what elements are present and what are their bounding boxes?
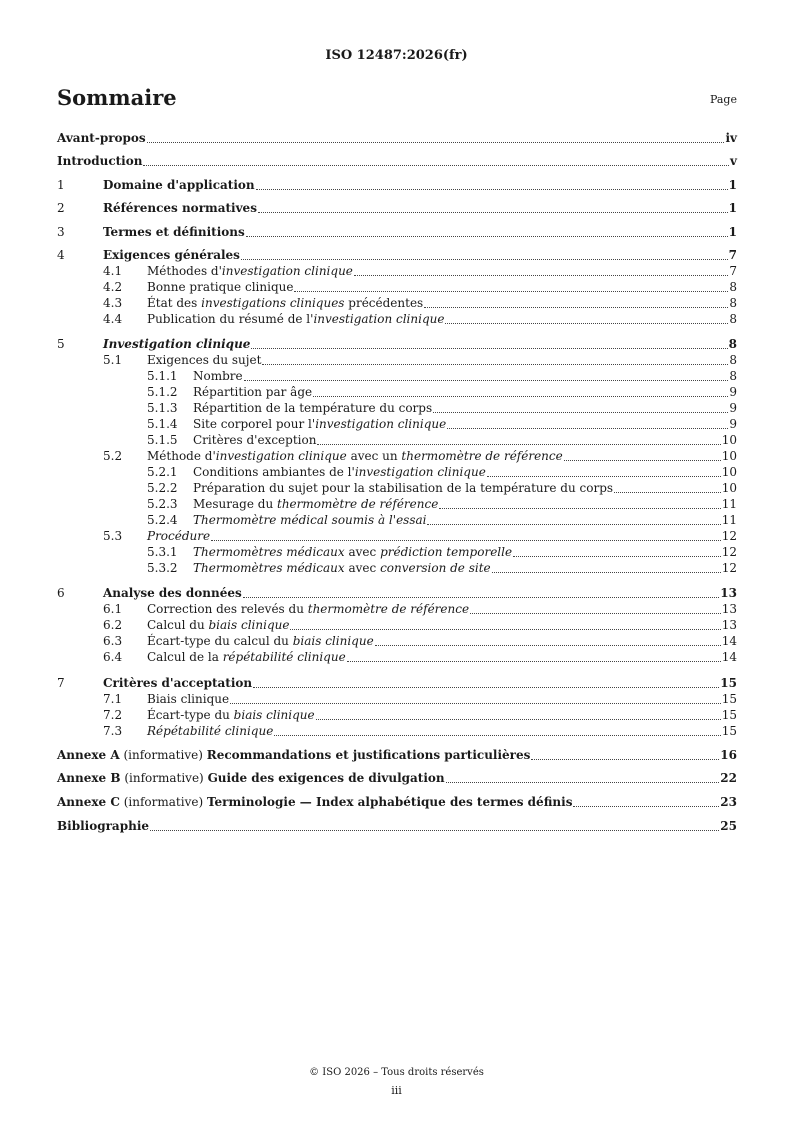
toc-entry-page: 16 — [720, 748, 737, 762]
toc-entry-title: Publication du résumé de l'investigation clinique — [147, 312, 445, 326]
footer-page-number: iii — [391, 1084, 402, 1097]
toc-leader-dots — [253, 687, 719, 688]
toc-leader-dots — [317, 444, 720, 445]
toc-entry-page: 14 — [721, 650, 737, 664]
toc-entry-title: Avant-propos — [57, 131, 146, 145]
toc-leader-dots — [531, 759, 719, 760]
toc-leader-dots — [150, 830, 719, 831]
toc-entry[interactable] — [57, 224, 737, 240]
toc-leader-dots — [445, 323, 728, 324]
toc-leader-dots — [147, 142, 725, 143]
toc-entry-title: Mesurage du thermomètre de référence — [193, 497, 439, 511]
toc-entry-page: 22 — [720, 771, 737, 785]
toc-entry-page: 1 — [728, 201, 737, 215]
toc-entry-number: 4.4 — [103, 312, 123, 326]
toc-entry-page: 1 — [728, 225, 737, 239]
toc-entry-page: 9 — [729, 401, 737, 415]
toc-entry-page: 12 — [721, 561, 737, 575]
toc-entry-title: Références normatives — [103, 201, 257, 215]
toc-entry[interactable] — [57, 496, 737, 512]
toc-entry[interactable] — [57, 200, 737, 216]
toc-entry[interactable] — [57, 585, 737, 601]
toc-entry-page: 13 — [720, 586, 737, 600]
toc-entry-number: 5.2.4 — [147, 513, 178, 527]
toc-entry[interactable] — [57, 130, 737, 146]
toc-entry-number: 7.3 — [103, 724, 123, 738]
toc-entry-title: Préparation du sujet pour la stabilisation de la température du corps — [193, 481, 614, 495]
toc-entry-number: 7.2 — [103, 708, 123, 722]
toc-entry-page: 1 — [728, 178, 737, 192]
toc-entry-page: 11 — [721, 497, 737, 511]
toc-entry-number: 5.1.2 — [147, 385, 178, 399]
toc-leader-dots — [354, 275, 728, 276]
toc-entry-title: Bonne pratique clinique — [147, 280, 294, 294]
toc-leader-dots — [470, 613, 721, 614]
toc-entry-page: 9 — [729, 385, 737, 399]
toc-entry[interactable] — [57, 512, 737, 528]
toc-entry-title: Termes et définitions — [103, 225, 245, 239]
toc-leader-dots — [424, 307, 728, 308]
toc-leader-dots — [230, 703, 721, 704]
toc-entry-page: 7 — [728, 248, 737, 262]
toc-entry-title: Exigences générales — [103, 248, 240, 262]
toc-entry-page: 9 — [729, 417, 737, 431]
toc-entry[interactable] — [57, 691, 737, 707]
toc-entry-title: Annexe A (informative) Recommandations et justifications particulières — [57, 748, 531, 762]
toc-leader-dots — [211, 540, 721, 541]
toc-entry-number: 4.3 — [103, 296, 123, 310]
toc-leader-dots — [274, 735, 720, 736]
document-header: ISO 12487:2026(fr) — [325, 48, 468, 63]
toc-entry-page: 25 — [720, 819, 737, 833]
toc-leader-dots — [262, 364, 728, 365]
toc-leader-dots — [244, 380, 729, 381]
toc-leader-dots — [294, 291, 728, 292]
toc-entry[interactable] — [57, 263, 737, 279]
toc-entry-title: Exigences du sujet — [147, 353, 262, 367]
toc-entry-number: 5.3.2 — [147, 561, 178, 575]
toc-entry-title: Annexe C (informative) Terminologie — Index alphabétique des termes définis — [57, 795, 573, 809]
toc-entry-page: 10 — [721, 465, 737, 479]
page-title: Sommaire — [57, 85, 177, 110]
toc-entry[interactable] — [57, 770, 737, 786]
toc-entry-page: 8 — [729, 312, 737, 326]
toc-leader-dots — [573, 806, 719, 807]
toc-entry[interactable] — [57, 723, 737, 739]
toc-entry-page: 8 — [729, 280, 737, 294]
toc-entry-number: 5.1.1 — [147, 369, 178, 383]
toc-entry-number: 5.3.1 — [147, 545, 178, 559]
toc-leader-dots — [290, 629, 720, 630]
toc-entry[interactable] — [57, 416, 737, 432]
toc-entry[interactable] — [57, 528, 737, 544]
toc-entry[interactable] — [57, 153, 737, 169]
toc-entry-page: 15 — [720, 676, 737, 690]
toc-entry-title: Conditions ambiantes de l'investigation clinique — [193, 465, 486, 479]
toc-entry-number: 5.2 — [103, 449, 123, 463]
toc-leader-dots — [487, 476, 721, 477]
toc-leader-dots — [492, 572, 721, 573]
toc-entry-title: Analyse des données — [103, 586, 242, 600]
toc-entry-title: État des investigations cliniques précédentes — [147, 296, 424, 310]
toc-leader-dots — [246, 236, 728, 237]
toc-leader-dots — [258, 212, 728, 213]
toc-entry-number: 5.2.2 — [147, 481, 178, 495]
toc-entry-title: Répartition par âge — [193, 385, 313, 399]
toc-leader-dots — [313, 396, 728, 397]
toc-entry-number: 5.2.1 — [147, 465, 178, 479]
toc-leader-dots — [143, 165, 729, 166]
toc-entry-page: 7 — [729, 264, 737, 278]
toc-entry-title: Biais clinique — [147, 692, 230, 706]
toc-entry-page: 10 — [721, 481, 737, 495]
toc-entry-title: Procédure — [147, 529, 211, 543]
toc-entry-title: Domaine d'application — [103, 178, 255, 192]
toc-leader-dots — [513, 556, 721, 557]
toc-entry-title: Répétabilité clinique — [147, 724, 274, 738]
toc-entry-page: 10 — [721, 449, 737, 463]
toc-entry[interactable] — [57, 352, 737, 368]
toc-entry-number: 5.1.3 — [147, 401, 178, 415]
toc-entry-title: Investigation clinique — [103, 337, 251, 351]
page-column-label: Page — [709, 93, 737, 106]
toc-entry[interactable] — [57, 448, 737, 464]
toc-entry-title: Thermomètres médicaux avec prédiction temporelle — [193, 545, 513, 559]
toc-leader-dots — [446, 782, 720, 783]
toc-entry-page: 15 — [721, 708, 737, 722]
toc-entry[interactable] — [57, 818, 737, 834]
toc-entry-page: 15 — [721, 692, 737, 706]
toc-entry-title: Méthode d'investigation clinique avec un thermomètre de référence — [147, 449, 563, 463]
toc-leader-dots — [433, 412, 728, 413]
toc-entry[interactable] — [57, 747, 737, 763]
toc-entry-page: iv — [725, 131, 737, 145]
toc-entry-page: 13 — [721, 602, 737, 616]
toc-entry[interactable] — [57, 601, 737, 617]
toc-leader-dots — [439, 508, 720, 509]
toc-entry-page: 12 — [721, 545, 737, 559]
toc-entry[interactable] — [57, 368, 737, 384]
toc-entry[interactable] — [57, 617, 737, 633]
toc-leader-dots — [564, 460, 721, 461]
toc-entry-page: 13 — [721, 618, 737, 632]
toc-entry-title: Annexe B (informative) Guide des exigences de divulgation — [57, 771, 445, 785]
toc-entry-number: 4 — [57, 248, 65, 262]
toc-entry-title: Correction des relevés du thermomètre de référence — [147, 602, 470, 616]
toc-leader-dots — [447, 428, 728, 429]
toc-entry-number: 5.1.5 — [147, 433, 178, 447]
toc-leader-dots — [256, 189, 728, 190]
toc-entry-title: Thermomètre médical soumis à l'essai — [193, 513, 427, 527]
toc-entry[interactable] — [57, 544, 737, 560]
toc-entry-title: Méthodes d'investigation clinique — [147, 264, 353, 278]
toc-entry-number: 2 — [57, 201, 65, 215]
toc-entry-page: 11 — [721, 513, 737, 527]
toc-entry[interactable] — [57, 480, 737, 496]
toc-entry-number: 6.1 — [103, 602, 123, 616]
toc-entry-number: 5.1.4 — [147, 417, 178, 431]
toc-entry-page: 8 — [729, 369, 737, 383]
toc-entry[interactable] — [57, 432, 737, 448]
toc-entry[interactable] — [57, 707, 737, 723]
toc-entry-number: 6 — [57, 586, 65, 600]
toc-entry-number: 3 — [57, 225, 65, 239]
toc-entry-title: Écart-type du biais clinique — [147, 708, 315, 722]
toc-leader-dots — [347, 661, 721, 662]
toc-entry-page: 23 — [720, 795, 737, 809]
toc-entry[interactable] — [57, 794, 737, 810]
toc-entry-page: 10 — [721, 433, 737, 447]
toc-entry-title: Calcul de la répétabilité clinique — [147, 650, 346, 664]
toc-entry[interactable] — [57, 295, 737, 311]
toc-leader-dots — [251, 348, 727, 349]
toc-entry-title: Répartition de la température du corps — [193, 401, 433, 415]
toc-leader-dots — [427, 524, 720, 525]
toc-entry-page: 8 — [729, 296, 737, 310]
toc-entry-number: 7.1 — [103, 692, 123, 706]
toc-entry-number: 4.2 — [103, 280, 123, 294]
toc-entry[interactable] — [57, 633, 737, 649]
toc-entry-number: 7 — [57, 676, 65, 690]
toc-entry[interactable] — [57, 279, 737, 295]
toc-leader-dots — [241, 259, 728, 260]
toc-entry-number: 4.1 — [103, 264, 123, 278]
toc-entry-title: Introduction — [57, 154, 143, 168]
toc-leader-dots — [375, 645, 721, 646]
toc-entry-title: Écart-type du calcul du biais clinique — [147, 634, 374, 648]
toc-entry-number: 1 — [57, 178, 65, 192]
toc-entry[interactable] — [57, 464, 737, 480]
toc-entry-page: 12 — [721, 529, 737, 543]
toc-entry-number: 5.1 — [103, 353, 123, 367]
toc-entry-page: 8 — [728, 337, 737, 351]
toc-entry-page: v — [730, 154, 737, 168]
toc-leader-dots — [614, 492, 721, 493]
toc-entry[interactable] — [57, 649, 737, 665]
toc-entry[interactable] — [57, 177, 737, 193]
toc-entry[interactable] — [57, 560, 737, 576]
toc-entry-number: 5.3 — [103, 529, 123, 543]
toc-entry[interactable] — [57, 311, 737, 327]
toc-entry-page: 14 — [721, 634, 737, 648]
toc-entry[interactable] — [57, 400, 737, 416]
toc-entry-page: 8 — [729, 353, 737, 367]
toc-entry-page: 15 — [721, 724, 737, 738]
toc-entry-title: Critères d'acceptation — [103, 676, 253, 690]
toc-entry-number: 5.2.3 — [147, 497, 178, 511]
toc-entry-title: Nombre — [193, 369, 243, 383]
toc-entry-number: 6.4 — [103, 650, 123, 664]
toc-entry-title: Bibliographie — [57, 819, 150, 833]
toc-entry-title: Critères d'exception — [193, 433, 317, 447]
toc-entry[interactable] — [57, 247, 737, 263]
toc-entry-number: 6.3 — [103, 634, 123, 648]
toc-entry[interactable] — [57, 336, 737, 352]
toc-entry-title: Site corporel pour l'investigation clinique — [193, 417, 447, 431]
title-row — [57, 85, 737, 115]
toc-leader-dots — [243, 597, 720, 598]
toc-entry-number: 6.2 — [103, 618, 123, 632]
toc-entry[interactable] — [57, 675, 737, 691]
toc-entry[interactable] — [57, 384, 737, 400]
toc-entry-title: Calcul du biais clinique — [147, 618, 290, 632]
toc-entry-number: 5 — [57, 337, 65, 351]
toc-entry-title: Thermomètres médicaux avec conversion de site — [193, 561, 491, 575]
toc-leader-dots — [316, 719, 721, 720]
footer-copyright: © ISO 2026 – Tous droits réservés — [309, 1067, 484, 1078]
